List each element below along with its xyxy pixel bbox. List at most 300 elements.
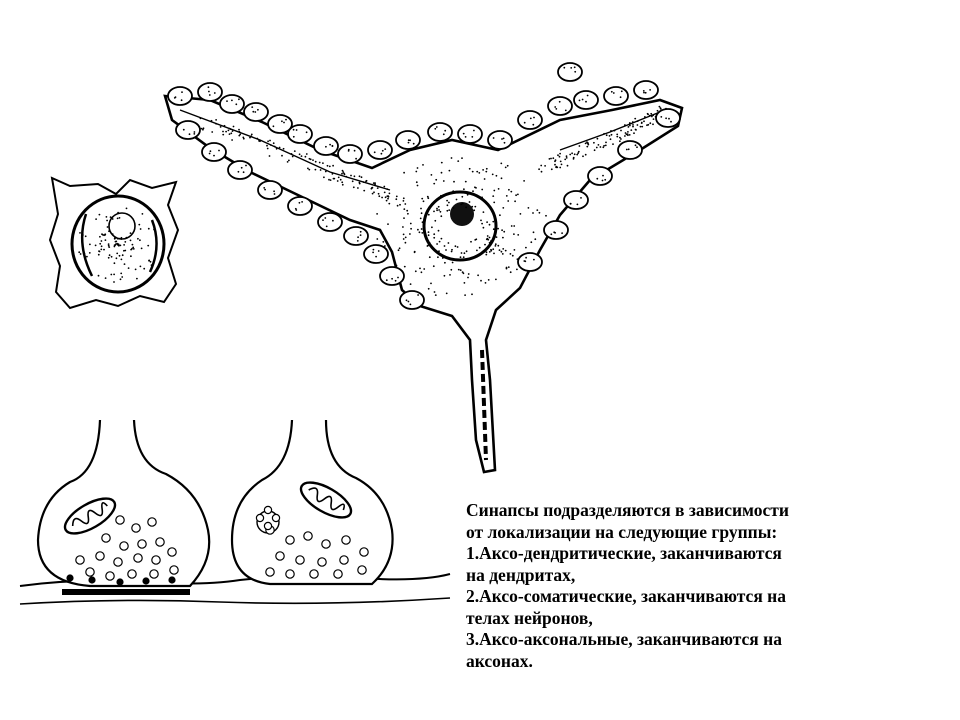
synapse-terminals: [20, 420, 450, 604]
stipple-dot: [503, 138, 505, 140]
stipple-dot: [640, 126, 642, 128]
stipple-dot: [609, 135, 611, 137]
stipple-dot: [510, 271, 512, 273]
stipple-dot: [279, 147, 281, 149]
stipple-dot: [496, 175, 498, 177]
stipple-dot: [483, 227, 485, 229]
stipple-dot: [610, 138, 612, 140]
stipple-dot: [233, 126, 235, 128]
stipple-dot: [341, 173, 343, 175]
stipple-dot: [263, 187, 265, 189]
stipple-dot: [570, 203, 572, 205]
stipple-dot: [431, 174, 433, 176]
stipple-dot: [126, 237, 128, 239]
stipple-dot: [147, 245, 149, 247]
stipple-dot: [293, 129, 295, 131]
bouton-bump: [228, 161, 252, 179]
stipple-dot: [570, 67, 572, 69]
caption-line: от локализации на следующие группы:: [466, 521, 778, 542]
stipple-dot: [301, 155, 303, 157]
stipple-dot: [238, 129, 240, 131]
stipple-dot: [520, 213, 522, 215]
stipple-dot: [433, 211, 435, 213]
stipple-dot: [474, 186, 476, 188]
stipple-dot: [632, 121, 634, 123]
vesicle: [304, 532, 312, 540]
stipple-dot: [525, 257, 527, 259]
vesicle: [276, 552, 284, 560]
stipple-dot: [481, 223, 483, 225]
stipple-dot: [386, 195, 388, 197]
stipple-dot: [461, 157, 463, 159]
stipple-dot: [507, 200, 509, 202]
docked-vesicle: [168, 576, 175, 583]
stipple-dot: [100, 249, 102, 251]
stipple-dot: [566, 155, 568, 157]
stipple-dot: [403, 217, 405, 219]
stipple-dot: [441, 172, 443, 174]
stipple-dot: [342, 184, 344, 186]
stipple-dot: [470, 241, 472, 243]
stipple-dot: [114, 237, 116, 239]
stipple-dot: [636, 146, 638, 148]
stipple-dot: [124, 263, 126, 265]
docked-vesicle: [66, 574, 73, 581]
stipple-dot: [328, 179, 330, 181]
stipple-dot: [463, 256, 465, 258]
stipple-dot: [493, 228, 495, 230]
stipple-dot: [625, 132, 627, 134]
stipple-dot: [465, 136, 467, 138]
stipple-dot: [505, 250, 507, 252]
stipple-dot: [508, 189, 510, 191]
stipple-dot: [126, 208, 128, 210]
stipple-dot: [410, 228, 412, 230]
stipple-dot: [135, 269, 137, 271]
stipple-dot: [515, 194, 517, 196]
stipple-dot: [427, 245, 429, 247]
bouton-bump: [288, 125, 312, 143]
stipple-dot: [539, 212, 541, 214]
stipple-dot: [620, 138, 622, 140]
vesicle: [132, 524, 140, 532]
stipple-dot: [243, 138, 245, 140]
stipple-dot: [329, 144, 331, 146]
vesicle: [322, 540, 330, 548]
stipple-dot: [403, 234, 405, 236]
stipple-dot: [530, 241, 532, 243]
vesicle: [128, 570, 136, 578]
stipple-dot: [611, 134, 613, 136]
stipple-dot: [360, 231, 362, 233]
stipple-dot: [561, 164, 563, 166]
stipple-dot: [408, 142, 410, 144]
stipple-dot: [612, 143, 614, 145]
stipple-dot: [447, 204, 449, 206]
stipple-dot: [577, 152, 579, 154]
stipple-dot: [399, 247, 401, 249]
stipple-dot: [292, 156, 294, 158]
stipple-dot: [451, 249, 453, 251]
stipple-dot: [391, 278, 393, 280]
stipple-dot: [327, 165, 329, 167]
stipple-dot: [616, 136, 618, 138]
stipple-dot: [109, 254, 111, 256]
stipple-dot: [117, 212, 119, 214]
stipple-dot: [372, 193, 374, 195]
stipple-dot: [85, 235, 87, 237]
dense-core-vesicle: [264, 522, 271, 529]
vesicle: [342, 536, 350, 544]
stipple-dot: [621, 90, 623, 92]
stipple-dot: [439, 241, 441, 243]
stipple-dot: [137, 238, 139, 240]
stipple-dot: [500, 163, 502, 165]
stipple-dot: [502, 253, 504, 255]
stipple-dot: [476, 250, 478, 252]
stipple-dot: [120, 245, 122, 247]
stipple-dot: [442, 257, 444, 259]
stipple-dot: [585, 143, 587, 145]
stipple-dot: [372, 252, 374, 254]
stipple-dot: [417, 229, 419, 231]
stipple-dot: [222, 131, 224, 133]
stipple-dot: [254, 111, 256, 113]
stipple-dot: [110, 216, 112, 218]
stipple-dot: [80, 253, 82, 255]
stipple-dot: [312, 159, 314, 161]
bouton-bump: [364, 245, 388, 263]
stipple-dot: [324, 217, 326, 219]
stipple-dot: [489, 224, 491, 226]
bouton-bump: [656, 109, 680, 127]
stipple-dot: [270, 144, 272, 146]
stipple-dot: [210, 150, 212, 152]
stipple-dot: [474, 206, 476, 208]
stipple-dot: [308, 169, 310, 171]
dense-core-vesicle: [272, 514, 279, 521]
caption-text: [466, 500, 936, 672]
stipple-dot: [211, 120, 213, 122]
stipple-dot: [342, 171, 344, 173]
stipple-dot: [374, 182, 376, 184]
stipple-dot: [502, 237, 504, 239]
stipple-dot: [517, 194, 519, 196]
stipple-dot: [605, 142, 607, 144]
stipple-dot: [436, 209, 438, 211]
stipple-dot: [322, 162, 324, 164]
stipple-dot: [404, 203, 406, 205]
stipple-dot: [386, 188, 388, 190]
stipple-dot: [79, 232, 81, 234]
stipple-dot: [383, 186, 385, 188]
bouton-bump: [564, 191, 588, 209]
stipple-dot: [84, 253, 86, 255]
stipple-dot: [651, 116, 653, 118]
stipple-dot: [626, 149, 628, 151]
stipple-dot: [660, 107, 662, 109]
stipple-dot: [119, 217, 121, 219]
stipple-dot: [637, 120, 639, 122]
stipple-dot: [301, 201, 303, 203]
stipple-dot: [238, 98, 240, 100]
stipple-dot: [215, 123, 217, 125]
bouton-bump: [544, 221, 568, 239]
stipple-dot: [492, 221, 494, 223]
stipple-dot: [457, 246, 459, 248]
stipple-dot: [602, 146, 604, 148]
stipple-dot: [378, 195, 380, 197]
stipple-dot: [404, 266, 406, 268]
stipple-dot: [384, 148, 386, 150]
vesicle: [116, 516, 124, 524]
stipple-dot: [444, 262, 446, 264]
stipple-dot: [140, 228, 142, 230]
stipple-dot: [363, 190, 365, 192]
stipple-dot: [485, 282, 487, 284]
stipple-dot: [139, 239, 141, 241]
stipple-dot: [493, 137, 495, 139]
stipple-dot: [603, 133, 605, 135]
stipple-dot: [273, 142, 275, 144]
bouton-bump: [344, 227, 368, 245]
stipple-dot: [101, 240, 103, 242]
stipple-dot: [427, 240, 429, 242]
stipple-dot: [440, 211, 442, 213]
bouton-bump: [488, 131, 512, 149]
stipple-dot: [357, 240, 359, 242]
stipple-dot: [106, 216, 108, 218]
stipple-dot: [230, 132, 232, 134]
stipple-dot: [112, 233, 114, 235]
stipple-dot: [89, 252, 91, 254]
stipple-dot: [646, 124, 648, 126]
large-neuron-nucleolus: [450, 202, 474, 226]
stipple-dot: [208, 91, 210, 93]
stipple-dot: [524, 122, 526, 124]
stipple-dot: [632, 124, 634, 126]
stipple-dot: [319, 162, 321, 164]
stipple-dot: [637, 124, 639, 126]
stipple-dot: [113, 274, 115, 276]
stipple-dot: [445, 249, 447, 251]
bouton-bump: [338, 145, 362, 163]
stipple-dot: [386, 200, 388, 202]
stipple-dot: [533, 259, 535, 261]
stipple-dot: [332, 220, 334, 222]
stipple-dot: [428, 288, 430, 290]
stipple-dot: [209, 94, 211, 96]
stipple-dot: [150, 261, 152, 263]
stipple-dot: [406, 210, 408, 212]
stipple-dot: [502, 248, 504, 250]
stipple-dot: [433, 183, 435, 185]
vesicle: [360, 548, 368, 556]
stipple-dot: [359, 182, 361, 184]
bouton-bump: [288, 197, 312, 215]
stipple-dot: [582, 99, 584, 101]
stipple-dot: [99, 236, 101, 238]
stipple-dot: [238, 135, 240, 137]
stipple-dot: [78, 251, 80, 253]
stipple-dot: [628, 148, 630, 150]
stipple-dot: [457, 160, 459, 162]
stipple-dot: [616, 134, 618, 136]
stipple-dot: [225, 131, 227, 133]
stipple-dot: [124, 241, 126, 243]
stipple-dot: [492, 195, 494, 197]
stipple-dot: [635, 129, 637, 131]
vesicle: [148, 518, 156, 526]
vesicle: [286, 570, 294, 578]
terminal-left: [38, 420, 209, 586]
stipple-dot: [471, 136, 473, 138]
stipple-dot: [532, 124, 534, 126]
large-neuron: [165, 63, 682, 472]
stipple-dot: [493, 212, 495, 214]
stipple-dot: [498, 188, 500, 190]
postsynaptic-membrane-lower: [20, 598, 450, 604]
stipple-dot: [123, 250, 125, 252]
stipple-dot: [641, 122, 643, 124]
stipple-dot: [98, 275, 100, 277]
stipple-dot: [183, 129, 185, 131]
stipple-dot: [357, 236, 359, 238]
stipple-dot: [487, 238, 489, 240]
stipple-dot: [499, 214, 501, 216]
stipple-dot: [495, 245, 497, 247]
stipple-dot: [378, 250, 380, 252]
stipple-dot: [436, 126, 438, 128]
stipple-dot: [620, 96, 622, 98]
stipple-dot: [116, 257, 118, 259]
stipple-dot: [99, 251, 101, 253]
stipple-dot: [130, 232, 132, 234]
vesicle: [86, 568, 94, 576]
stipple-dot: [340, 179, 342, 181]
stipple-dot: [231, 100, 233, 102]
stipple-dot: [194, 131, 196, 133]
stipple-dot: [403, 208, 405, 210]
stipple-dot: [322, 219, 324, 221]
stipple-dot: [348, 149, 350, 151]
stipple-dot: [397, 277, 399, 279]
stipple-dot: [114, 262, 116, 264]
stipple-dot: [410, 223, 412, 225]
stipple-dot: [433, 233, 435, 235]
stipple-dot: [396, 265, 398, 267]
stipple-dot: [359, 175, 361, 177]
stipple-dot: [294, 150, 296, 152]
stipple-dot: [461, 196, 463, 198]
stipple-dot: [650, 113, 652, 115]
stipple-dot: [104, 234, 106, 236]
stipple-dot: [438, 250, 440, 252]
stipple-dot: [489, 242, 491, 244]
stipple-dot: [119, 238, 121, 240]
stipple-dot: [466, 250, 468, 252]
stipple-dot: [283, 148, 285, 150]
stipple-dot: [259, 140, 261, 142]
stipple-dot: [415, 171, 417, 173]
vesicle: [134, 554, 142, 562]
stipple-dot: [120, 278, 122, 280]
stipple-dot: [554, 160, 556, 162]
stipple-dot: [305, 156, 307, 158]
stipple-dot: [209, 153, 211, 155]
stipple-dot: [479, 247, 481, 249]
stipple-dot: [576, 154, 578, 156]
stipple-dot: [613, 92, 615, 94]
stipple-dot: [451, 251, 453, 253]
stipple-dot: [448, 209, 450, 211]
stipple-dot: [82, 234, 84, 236]
stipple-dot: [325, 146, 327, 148]
stipple-dot: [559, 167, 561, 169]
bouton-bump: [176, 121, 200, 139]
stipple-dot: [540, 165, 542, 167]
stipple-dot: [485, 254, 487, 256]
stipple-dot: [560, 161, 562, 163]
stipple-dot: [203, 127, 205, 129]
stipple-dot: [482, 169, 484, 171]
stipple-dot: [86, 256, 88, 258]
stipple-dot: [471, 206, 473, 208]
stipple-dot: [490, 240, 492, 242]
stipple-dot: [373, 249, 375, 251]
stipple-dot: [475, 238, 477, 240]
stipple-dot: [456, 199, 458, 201]
stipple-dot: [602, 180, 604, 182]
stipple-dot: [501, 251, 503, 253]
stipple-dot: [653, 118, 655, 120]
stipple-dot: [99, 243, 101, 245]
stipple-dot: [338, 177, 340, 179]
stipple-dot: [528, 207, 530, 209]
stipple-dot: [123, 244, 125, 246]
stipple-dot: [366, 180, 368, 182]
stipple-dot: [430, 246, 432, 248]
stipple-dot: [415, 270, 417, 272]
stipple-dot: [431, 203, 433, 205]
stipple-dot: [433, 265, 435, 267]
stipple-dot: [536, 209, 538, 211]
stipple-dot: [377, 187, 379, 189]
stipple-dot: [256, 138, 258, 140]
caption-line: аксонах.: [466, 650, 533, 671]
stipple-dot: [291, 153, 293, 155]
bouton-bump: [400, 291, 424, 309]
stipple-dot: [492, 248, 494, 250]
stipple-dot: [116, 253, 118, 255]
stipple-dot: [267, 148, 269, 150]
stipple-dot: [435, 179, 437, 181]
stipple-dot: [514, 200, 516, 202]
stipple-dot: [101, 245, 103, 247]
stipple-dot: [299, 202, 301, 204]
caption-line: телах нейронов,: [466, 607, 593, 628]
stipple-dot: [264, 189, 266, 191]
stipple-dot: [288, 160, 290, 162]
stipple-dot: [281, 120, 283, 122]
stipple-dot: [132, 247, 134, 249]
stipple-dot: [422, 164, 424, 166]
stipple-dot: [514, 249, 516, 251]
stipple-dot: [307, 168, 309, 170]
stipple-dot: [433, 237, 435, 239]
stipple-dot: [285, 119, 287, 121]
stipple-dot: [585, 101, 587, 103]
